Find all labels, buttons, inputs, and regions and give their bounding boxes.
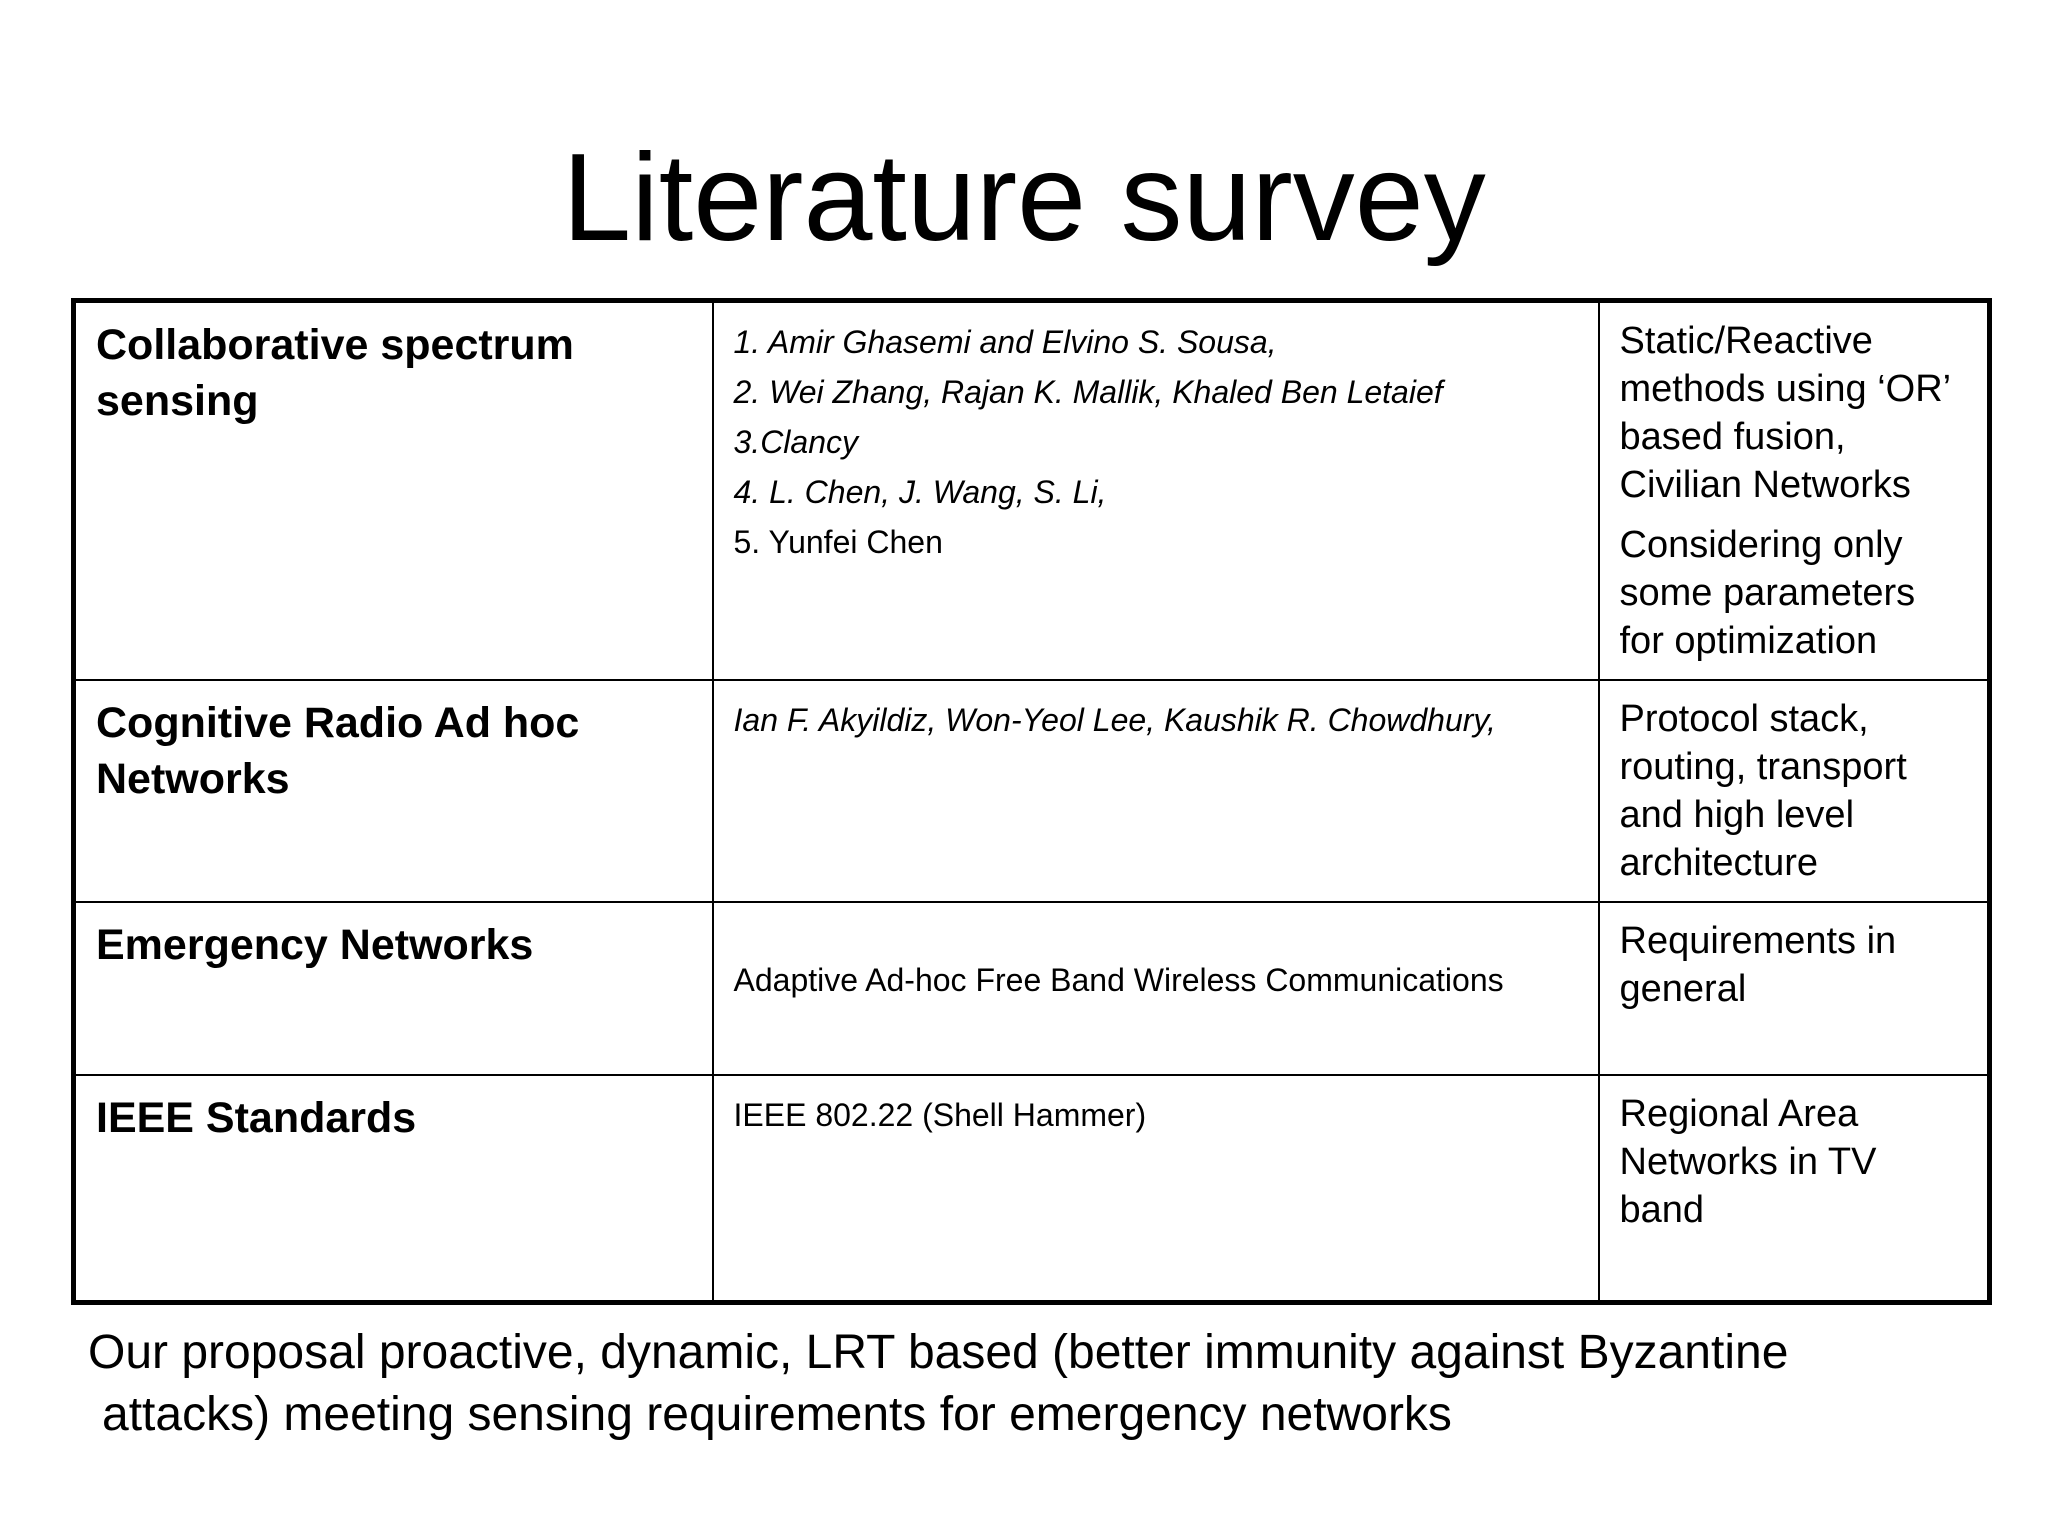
reference-item: IEEE 802.22 (Shell Hammer)	[733, 1097, 1147, 1133]
references-cell	[713, 1075, 1599, 1302]
topic-cell: Emergency Networks	[74, 902, 713, 1075]
topic-cell: IEEE Standards	[74, 1075, 713, 1302]
reference-item: 3.Clancy	[733, 424, 858, 460]
topic-cell: Cognitive Radio Ad hoc Networks	[74, 680, 713, 902]
conclusion-line-1: Our proposal proactive, dynamic, LRT based (better immunity against Byzantine	[88, 1326, 1789, 1379]
note-text: Static/Reactive methods using ‘OR’ based fusion, Civilian Networks	[1619, 320, 1950, 506]
conclusion-line-2: attacks) meeting sensing requirements for emergency networks	[102, 1388, 1452, 1441]
reference-item: 2. Wei Zhang, Rajan K. Mallik, Khaled Ben Letaief	[733, 374, 1443, 410]
slide-title: Literature survey	[562, 129, 1486, 267]
table-row-ieee-standards	[74, 1075, 1990, 1302]
note-text: Considering only some parameters for optimization	[1619, 524, 1916, 662]
references-cell	[713, 902, 1599, 1075]
literature-table	[71, 298, 1992, 1305]
table-row-collaborative-sensing	[74, 301, 1990, 681]
reference-item: 1. Amir Ghasemi and Elvino S. Sousa,	[733, 324, 1277, 360]
table-row-emergency-networks	[74, 902, 1990, 1075]
references-cell	[713, 301, 1599, 681]
reference-item: 4. L. Chen, J. Wang, S. Li,	[733, 474, 1107, 510]
note-text: Protocol stack, routing, transport and high level architecture	[1619, 698, 1907, 884]
note-text: Regional Area Networks in TV band	[1619, 1093, 1877, 1231]
notes-cell	[1599, 1075, 1990, 1302]
reference-item: 5. Yunfei Chen	[733, 524, 943, 560]
conclusion-text	[88, 1322, 1988, 1446]
note-text: Requirements in general	[1619, 920, 1897, 1010]
reference-item: Adaptive Ad-hoc Free Band Wireless Communications	[733, 962, 1504, 998]
table-row-cognitive-radio	[74, 680, 1990, 902]
notes-cell	[1599, 301, 1990, 681]
notes-cell	[1599, 680, 1990, 902]
reference-item: Ian F. Akyildiz, Won-Yeol Lee, Kaushik R. Chowdhury,	[733, 702, 1496, 738]
topic-cell: Collaborative spectrum sensing	[74, 301, 713, 681]
references-cell	[713, 680, 1599, 902]
notes-cell	[1599, 902, 1990, 1075]
